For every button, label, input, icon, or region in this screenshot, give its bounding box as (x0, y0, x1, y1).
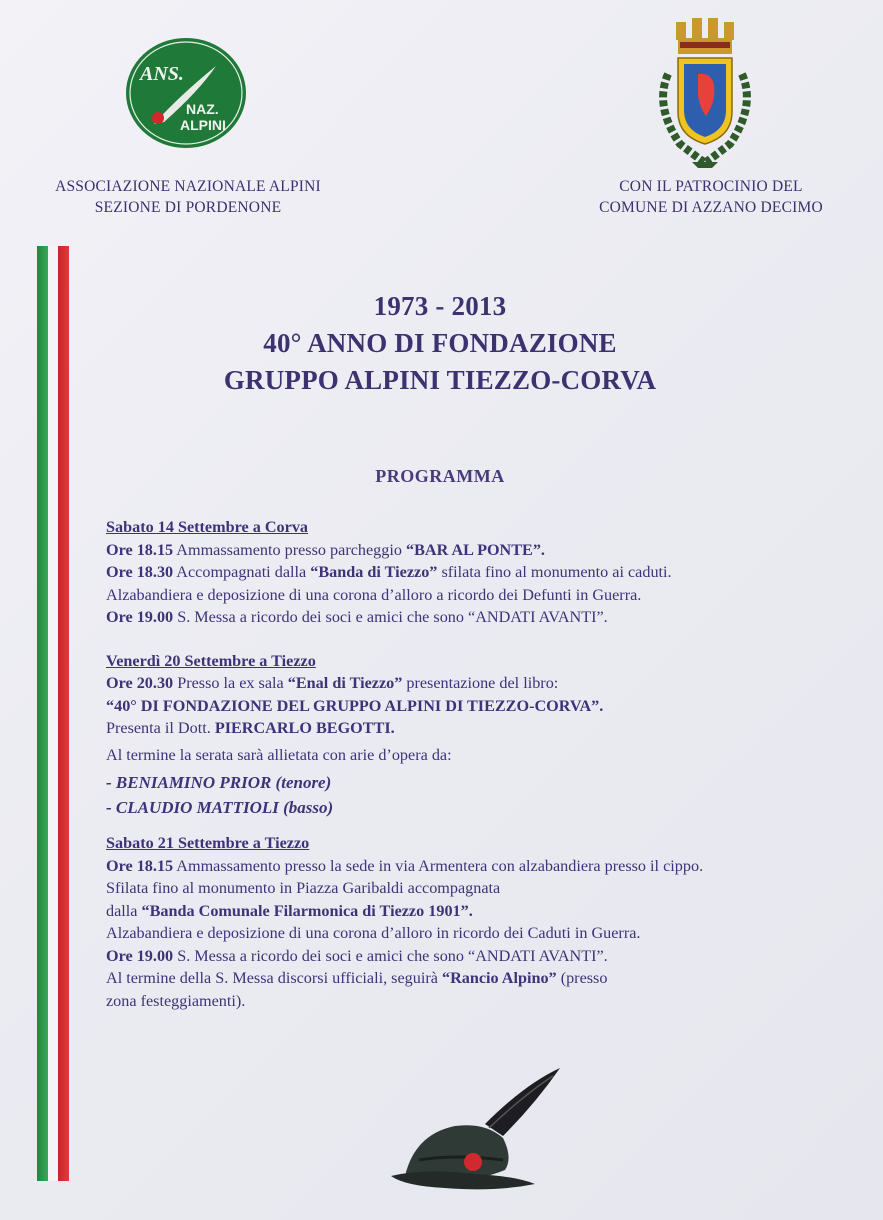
azzano-decimo-crest (640, 16, 770, 174)
logo-text-alpini: ALPINI (180, 117, 226, 133)
performer-1: - BENIAMINO PRIOR (tenore) (106, 773, 332, 792)
day2-line-3: Presenta il Dott. PIERCARLO BEGOTTI. (106, 719, 395, 737)
association-name: ASSOCIAZIONE NAZIONALE ALPINI (55, 178, 321, 195)
title-anniversary: 40° ANNO DI FONDAZIONE (263, 328, 617, 358)
association-caption (20, 176, 356, 218)
day2-line-1: Ore 20.30 Presso la ex sala “Enal di Tiezzo” presentazione del libro: (106, 674, 559, 692)
flag-stripe-red (58, 246, 69, 1181)
title-years: 1973 - 2013 (373, 291, 507, 321)
flag-stripe-white (48, 246, 58, 1181)
day3-line-1: Ore 18.15 Ammassamento presso la sede in via Armentera con alzabandiera presso il cippo. (106, 856, 704, 875)
ana-logo (124, 36, 249, 151)
program-content (106, 516, 846, 1012)
poster-title (150, 288, 730, 399)
day1-heading: Sabato 14 Settembre a Corva (106, 518, 309, 536)
programma-heading: PROGRAMMA (375, 466, 505, 486)
day2-line-4: Al termine la serata sarà allietata con arie d’opera da: (106, 745, 452, 764)
day1-line-1: Ore 18.15 Ammassamento presso parcheggio “BAR AL PONTE”. (106, 540, 545, 559)
day3-heading: Sabato 21 Settembre a Tiezzo (106, 834, 310, 852)
patronage-caption (560, 176, 862, 218)
municipality-name: COMUNE DI AZZANO DECIMO (599, 199, 823, 216)
day1-line-4: Ore 19.00 S. Messa a ricordo dei soci e amici che sono “ANDATI AVANTI”. (106, 608, 608, 626)
day3-line-6: Al termine della S. Messa discorsi ufficiali, seguirà “Rancio Alpino” (presso (106, 969, 608, 987)
title-group: GRUPPO ALPINI TIEZZO-CORVA (223, 365, 657, 395)
day1-line-2: Ore 18.30 Accompagnati dalla “Banda di Tiezzo” sfilata fino al monumento ai caduti. (106, 563, 672, 581)
logo-text-naz: NAZ. (186, 101, 219, 117)
day1-line-3: Alzabandiera e deposizione di una corona d’alloro a ricordo dei Defunti in Guerra. (106, 585, 642, 604)
day3-line-5: Ore 19.00 S. Messa a ricordo dei soci e amici che sono “ANDATI AVANTI”. (106, 946, 608, 965)
day3-line-3: dalla “Banda Comunale Filarmonica di Tiezzo 1901”. (106, 901, 473, 920)
day3-line-7: zona festeggiamenti). (106, 991, 246, 1010)
day3-line-2: Sfilata fino al monumento in Piazza Garibaldi accompagnata (106, 879, 501, 897)
day3-line-4: Alzabandiera e deposizione di una corona d’alloro in ricordo dei Caduti in Guerra. (106, 924, 641, 942)
day2-heading: Venerdì 20 Settembre a Tiezzo (106, 651, 316, 670)
flag-stripe-green (37, 246, 48, 1181)
association-section: SEZIONE DI PORDENONE (94, 199, 282, 216)
patronage-line: CON IL PATROCINIO DEL (619, 178, 803, 195)
day2-book-title: “40° DI FONDAZIONE DEL GRUPPO ALPINI DI TIEZZO-CORVA”. (106, 696, 604, 715)
performer-2: - CLAUDIO MATTIOLI (basso) (106, 798, 334, 817)
alpine-hat-icon (385, 1064, 565, 1194)
logo-text-ans: ANS. (140, 63, 184, 85)
